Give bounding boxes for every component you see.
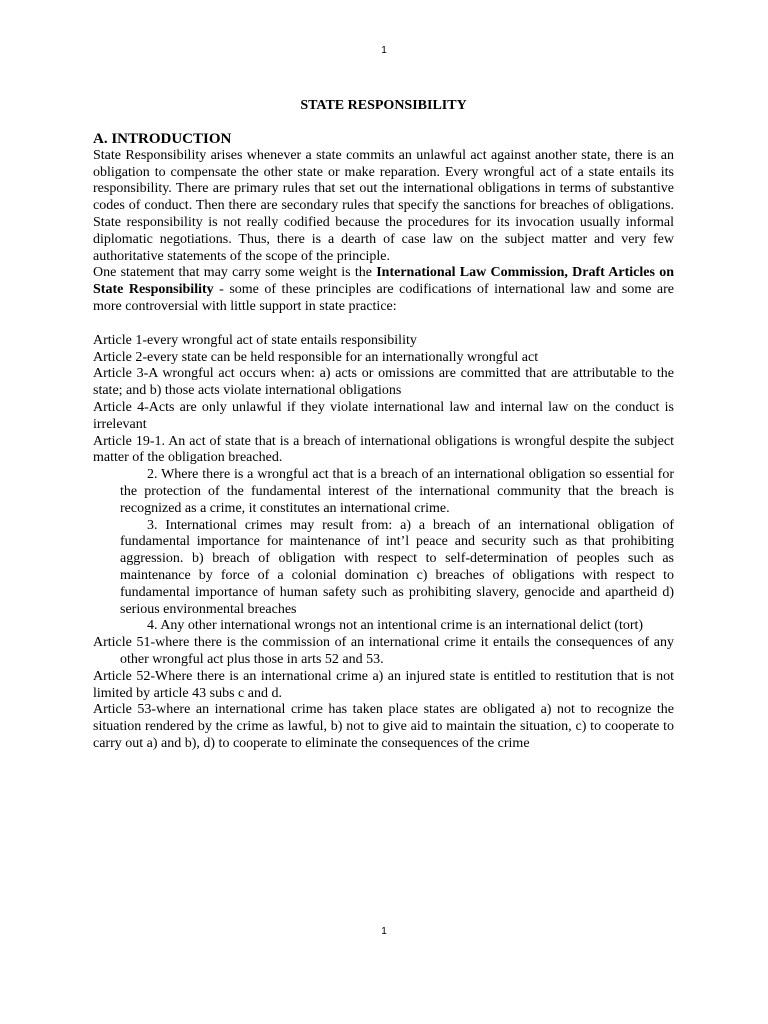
article-2: Article 2-every state can be held responsible for an internationally wrongful act (93, 349, 539, 365)
statement-paragraph (93, 265, 674, 315)
statement-bold: International Law Commission, Draft Articles on State Responsibility (93, 265, 674, 298)
article-52: Article 52-Where there is an international crime a) an injured state is entitled to restitution that is not limited by article 43 subs c and d. (93, 668, 674, 701)
article-19-3: 3. International crimes may result from: a) a breach of an international obligation of fundamental importance for maintenance of int’l peace and security such as that prohibiting aggression. b) breach of obligation with respect to self-determination of peoples such as maintenance by force of a colonial domination c) breaches of obligations with respect to fundamental importance of human safety such as prohibiting slavery, genocide and apartheid d) serious environmental breaches (120, 517, 674, 617)
section-heading: A. INTRODUCTION (93, 130, 232, 147)
document-body (93, 98, 674, 753)
document-title: STATE RESPONSIBILITY (300, 98, 467, 113)
article-19-1: Article 19-1. An act of state that is a breach of international obligations is wrongful despite the subject matter of the obligation breached. (93, 433, 674, 466)
article-4: Article 4-Acts are only unlawful if they violate international law and internal law on the conduct is irrelevant (93, 399, 674, 432)
header-page-number: 1 (381, 45, 387, 56)
article-1: Article 1-every wrongful act of state entails responsibility (93, 332, 417, 348)
blank-line (93, 316, 674, 333)
article-53: Article 53-where an international crime has taken place states are obligated a) not to recognize the situation rendered by the crime as lawful, b) not to give aid to maintain the situation, c) to cooperate to carry out a) and b), d) to cooperate to eliminate the consequences of the crime (93, 702, 674, 751)
article-51: Article 51-where there is the commission of an international crime it entails the consequences of any other wrongful act plus those in arts 52 and 53. (93, 635, 674, 667)
statement-suffix: - some of these principles are codifications of international law and some are more controversial with little support in state practice: (93, 282, 675, 314)
footer-page-number: 1 (381, 926, 387, 937)
article-3: Article 3-A wrongful act occurs when: a) acts or omissions are committed that are attributable to the state; and b) those acts violate international obligations (93, 366, 674, 399)
intro-paragraph: State Responsibility arises whenever a state commits an unlawful act against another state, there is an obligation to compensate the other state or make reparation. Every wrongful act of a state entails its responsibility. There are primary rules that set out the international obligations in terms of substantive codes of conduct. Then there are secondary rules that specify the sanctions for breaches of obligations. State responsibility is not really codified because the procedures for its invocation usually informal diplomatic negotiations. Thus, there is a dearth of case law on the subject matter and very few authoritative statements of the scope of the principle. (93, 147, 674, 264)
article-19-2: 2. Where there is a wrongful act that is a breach of an international obligation so essential for the protection of the fundamental interest of the international community that the breach is recognized as a crime, it constitutes an international crime. (120, 467, 674, 516)
statement-prefix: One statement that may carry some weight is the (93, 265, 377, 281)
article-19-4: 4. Any other international wrongs not an intentional crime is an international delict (tort) (147, 618, 644, 634)
